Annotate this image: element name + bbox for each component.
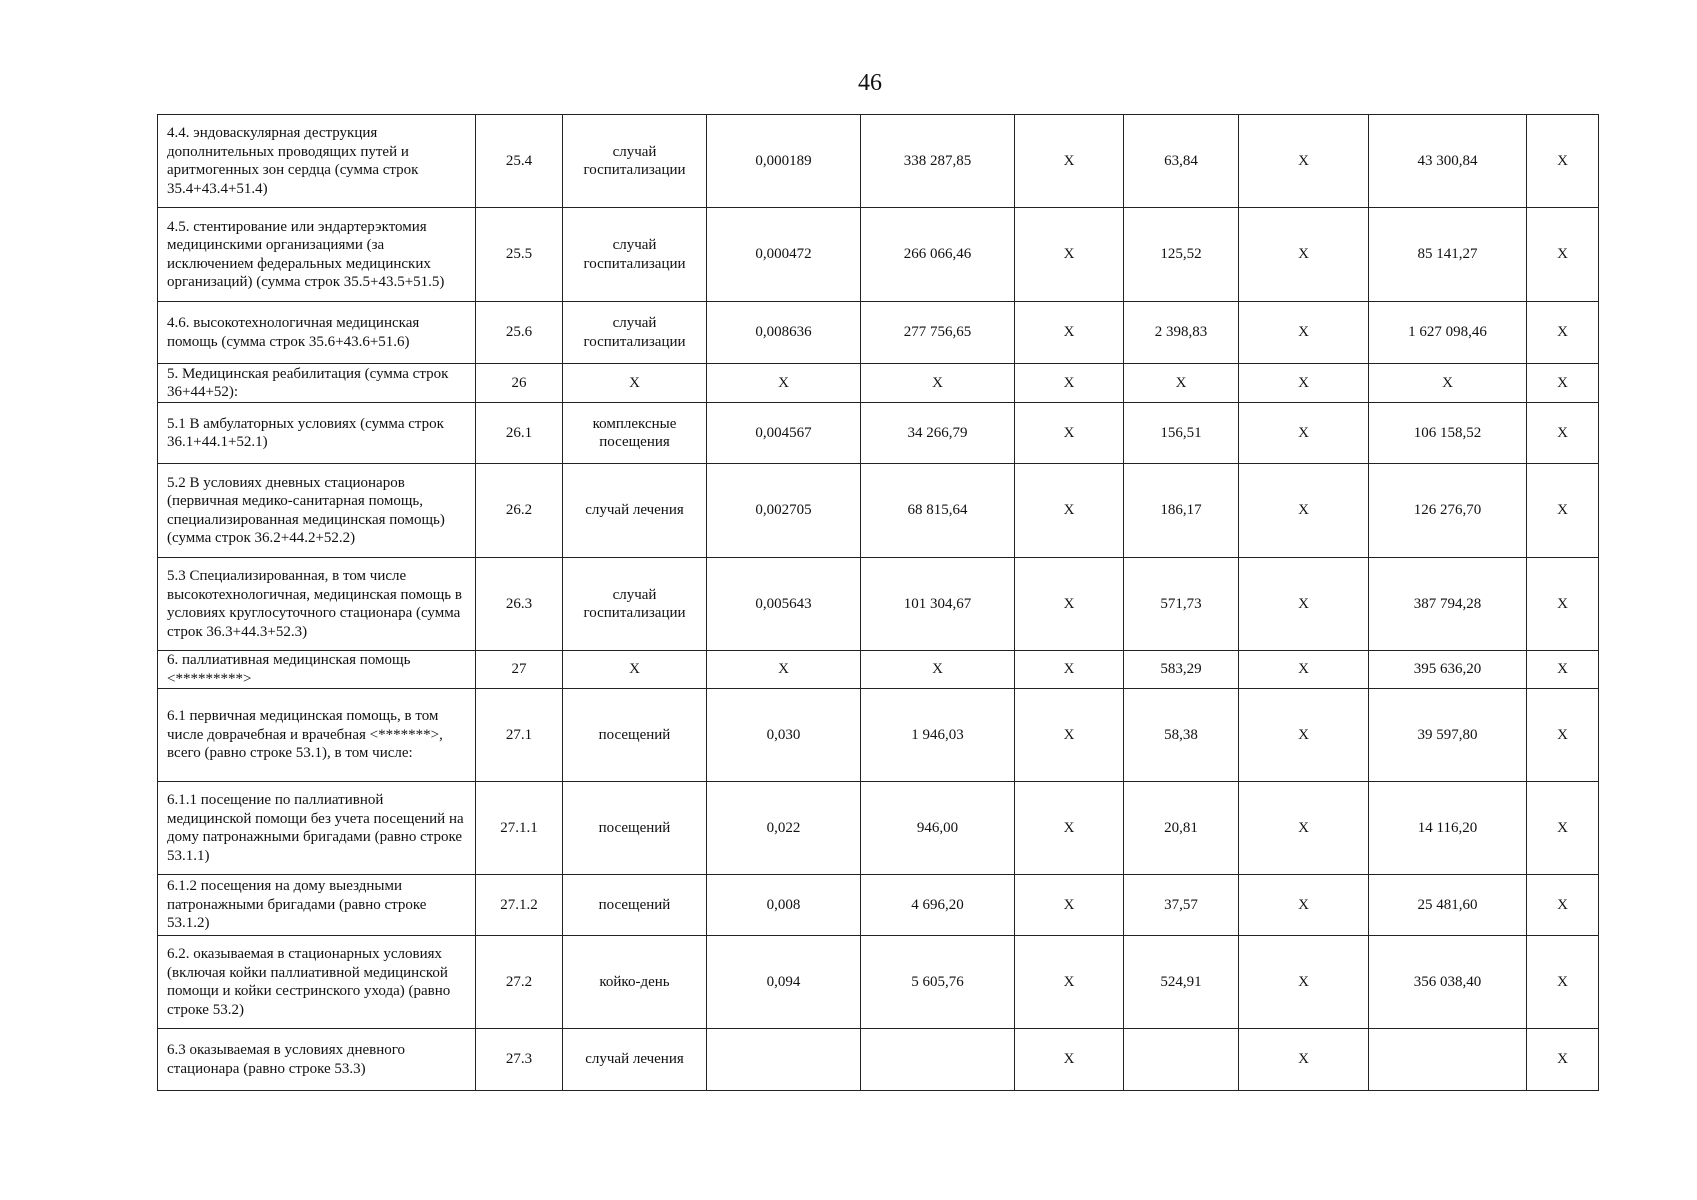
value-cell: 0,008636 (707, 302, 861, 364)
value-cell: 356 038,40 (1369, 936, 1527, 1029)
value-cell: 25 481,60 (1369, 875, 1527, 936)
table-row (158, 208, 1599, 302)
value-cell: 0,008 (707, 875, 861, 936)
value-cell (1369, 1029, 1527, 1091)
value-cell: X (1527, 782, 1599, 875)
value-cell: X (1527, 1029, 1599, 1091)
row-name-cell: 6.3 оказываемая в условиях дневного стационара (равно строке 53.3) (158, 1029, 476, 1091)
value-cell: 395 636,20 (1369, 651, 1527, 689)
value-cell: X (1015, 558, 1124, 651)
unit-cell: случай госпитализации (563, 208, 707, 302)
value-cell: X (1239, 558, 1369, 651)
row-code-cell: 27.2 (476, 936, 563, 1029)
unit-cell: посещений (563, 875, 707, 936)
value-cell: X (1015, 782, 1124, 875)
value-cell: 338 287,85 (861, 115, 1015, 208)
table-row (158, 302, 1599, 364)
row-name-cell: 6.2. оказываемая в стационарных условиях (включая койки паллиативной медицинской помощи и койки сестринского ухода) (равно строке 53.2) (158, 936, 476, 1029)
table-row (158, 782, 1599, 875)
value-cell: 1 946,03 (861, 689, 1015, 782)
value-cell: 63,84 (1124, 115, 1239, 208)
row-name-cell: 4.4. эндоваскулярная деструкция дополнительных проводящих путей и аритмогенных зон сердца (сумма строк 35.4+43.4+51.4) (158, 115, 476, 208)
row-code-cell: 25.5 (476, 208, 563, 302)
value-cell: X (1239, 302, 1369, 364)
value-cell: 1 627 098,46 (1369, 302, 1527, 364)
value-cell: 37,57 (1124, 875, 1239, 936)
value-cell: X (1527, 464, 1599, 558)
value-cell: 43 300,84 (1369, 115, 1527, 208)
unit-cell: посещений (563, 689, 707, 782)
value-cell: X (1527, 689, 1599, 782)
row-code-cell: 27.3 (476, 1029, 563, 1091)
value-cell: X (1015, 115, 1124, 208)
table-row (158, 364, 1599, 403)
value-cell: 0,000472 (707, 208, 861, 302)
value-cell: X (1527, 875, 1599, 936)
value-cell: X (1239, 115, 1369, 208)
value-cell: X (1239, 403, 1369, 464)
row-name-cell: 6. паллиативная медицинская помощь <*********> (158, 651, 476, 689)
row-name-cell: 4.6. высокотехнологичная медицинская помощь (сумма строк 35.6+43.6+51.6) (158, 302, 476, 364)
value-cell: X (1527, 651, 1599, 689)
table-row (158, 115, 1599, 208)
value-cell (861, 1029, 1015, 1091)
row-name-cell: 6.1.2 посещения на дому выездными патронажными бригадами (равно строке 53.1.2) (158, 875, 476, 936)
unit-cell: случай лечения (563, 1029, 707, 1091)
unit-cell: случай госпитализации (563, 558, 707, 651)
value-cell: X (1015, 875, 1124, 936)
unit-cell: посещений (563, 782, 707, 875)
table-row (158, 936, 1599, 1029)
value-cell: 101 304,67 (861, 558, 1015, 651)
value-cell: 2 398,83 (1124, 302, 1239, 364)
value-cell: 20,81 (1124, 782, 1239, 875)
value-cell: X (1527, 558, 1599, 651)
value-cell: 266 066,46 (861, 208, 1015, 302)
value-cell: 571,73 (1124, 558, 1239, 651)
unit-cell: случай госпитализации (563, 302, 707, 364)
row-name-cell: 5.1 В амбулаторных условиях (сумма строк 36.1+44.1+52.1) (158, 403, 476, 464)
value-cell (1124, 1029, 1239, 1091)
table-row (158, 1029, 1599, 1091)
value-cell: X (1527, 403, 1599, 464)
value-cell: X (1239, 208, 1369, 302)
row-code-cell: 27 (476, 651, 563, 689)
value-cell: X (1015, 403, 1124, 464)
value-cell: X (1527, 208, 1599, 302)
row-name-cell: 4.5. стентирование или эндартерэктомия медицинскими организациями (за исключением федеральных медицинских организаций) (сумма строк 35.5+43.5+51.5) (158, 208, 476, 302)
table-row (158, 403, 1599, 464)
value-cell: X (1239, 875, 1369, 936)
value-cell: 946,00 (861, 782, 1015, 875)
row-name-cell: 5. Медицинская реабилитация (сумма строк 36+44+52): (158, 364, 476, 403)
row-name-cell: 5.3 Специализированная, в том числе высокотехнологичная, медицинская помощь в условиях круглосуточного стационара (сумма строк 36.3+44.3+52.3) (158, 558, 476, 651)
value-cell: 58,38 (1124, 689, 1239, 782)
unit-cell: койко-день (563, 936, 707, 1029)
table-row (158, 651, 1599, 689)
value-cell: X (1015, 689, 1124, 782)
value-cell: X (1239, 364, 1369, 403)
unit-cell: X (563, 651, 707, 689)
row-name-cell: 6.1 первичная медицинская помощь, в том числе доврачебная и врачебная <*******>, всего (равно строке 53.1), в том числе: (158, 689, 476, 782)
value-cell: X (1369, 364, 1527, 403)
row-code-cell: 26.3 (476, 558, 563, 651)
table-row (158, 464, 1599, 558)
row-code-cell: 27.1 (476, 689, 563, 782)
value-cell: X (1015, 651, 1124, 689)
value-cell: 14 116,20 (1369, 782, 1527, 875)
row-code-cell: 26.1 (476, 403, 563, 464)
row-code-cell: 25.6 (476, 302, 563, 364)
value-cell: X (1527, 936, 1599, 1029)
value-cell (707, 1029, 861, 1091)
row-code-cell: 27.1.1 (476, 782, 563, 875)
value-cell: 0,004567 (707, 403, 861, 464)
value-cell: X (1015, 302, 1124, 364)
value-cell: X (861, 364, 1015, 403)
value-cell: 583,29 (1124, 651, 1239, 689)
value-cell: X (1015, 464, 1124, 558)
value-cell: 126 276,70 (1369, 464, 1527, 558)
page-number: 46 (858, 70, 882, 96)
value-cell: X (1527, 115, 1599, 208)
value-cell: 387 794,28 (1369, 558, 1527, 651)
value-cell: X (1239, 689, 1369, 782)
value-cell: 106 158,52 (1369, 403, 1527, 464)
value-cell: 39 597,80 (1369, 689, 1527, 782)
value-cell: 186,17 (1124, 464, 1239, 558)
row-code-cell: 27.1.2 (476, 875, 563, 936)
table-row (158, 689, 1599, 782)
row-name-cell: 6.1.1 посещение по паллиативной медицинской помощи без учета посещений на дому патронажными бригадами (равно строке 53.1.1) (158, 782, 476, 875)
row-code-cell: 25.4 (476, 115, 563, 208)
value-cell: X (1015, 1029, 1124, 1091)
value-cell: 0,030 (707, 689, 861, 782)
value-cell: X (1239, 651, 1369, 689)
value-cell: 34 266,79 (861, 403, 1015, 464)
row-name-cell: 5.2 В условиях дневных стационаров (первичная медико-санитарная помощь, специализированная медицинская помощь) (сумма строк 36.2+44.2+52.2) (158, 464, 476, 558)
table-row (158, 875, 1599, 936)
value-cell: 524,91 (1124, 936, 1239, 1029)
data-table (157, 114, 1599, 1091)
value-cell: 0,000189 (707, 115, 861, 208)
value-cell: X (707, 651, 861, 689)
value-cell: 4 696,20 (861, 875, 1015, 936)
value-cell: X (1015, 364, 1124, 403)
value-cell: X (1527, 364, 1599, 403)
unit-cell: X (563, 364, 707, 403)
value-cell: 0,005643 (707, 558, 861, 651)
value-cell: X (1015, 936, 1124, 1029)
value-cell: X (1527, 302, 1599, 364)
value-cell: X (707, 364, 861, 403)
value-cell: 85 141,27 (1369, 208, 1527, 302)
value-cell: 0,094 (707, 936, 861, 1029)
value-cell: 277 756,65 (861, 302, 1015, 364)
value-cell: X (1239, 1029, 1369, 1091)
value-cell: X (1239, 464, 1369, 558)
value-cell: X (1239, 936, 1369, 1029)
row-code-cell: 26.2 (476, 464, 563, 558)
value-cell: X (1124, 364, 1239, 403)
value-cell: 0,002705 (707, 464, 861, 558)
unit-cell: случай госпитализации (563, 115, 707, 208)
unit-cell: комплексные посещения (563, 403, 707, 464)
value-cell: X (1015, 208, 1124, 302)
value-cell: 5 605,76 (861, 936, 1015, 1029)
value-cell: 156,51 (1124, 403, 1239, 464)
row-code-cell: 26 (476, 364, 563, 403)
unit-cell: случай лечения (563, 464, 707, 558)
value-cell: 0,022 (707, 782, 861, 875)
value-cell: 68 815,64 (861, 464, 1015, 558)
table-row (158, 558, 1599, 651)
value-cell: X (861, 651, 1015, 689)
value-cell: X (1239, 782, 1369, 875)
value-cell: 125,52 (1124, 208, 1239, 302)
